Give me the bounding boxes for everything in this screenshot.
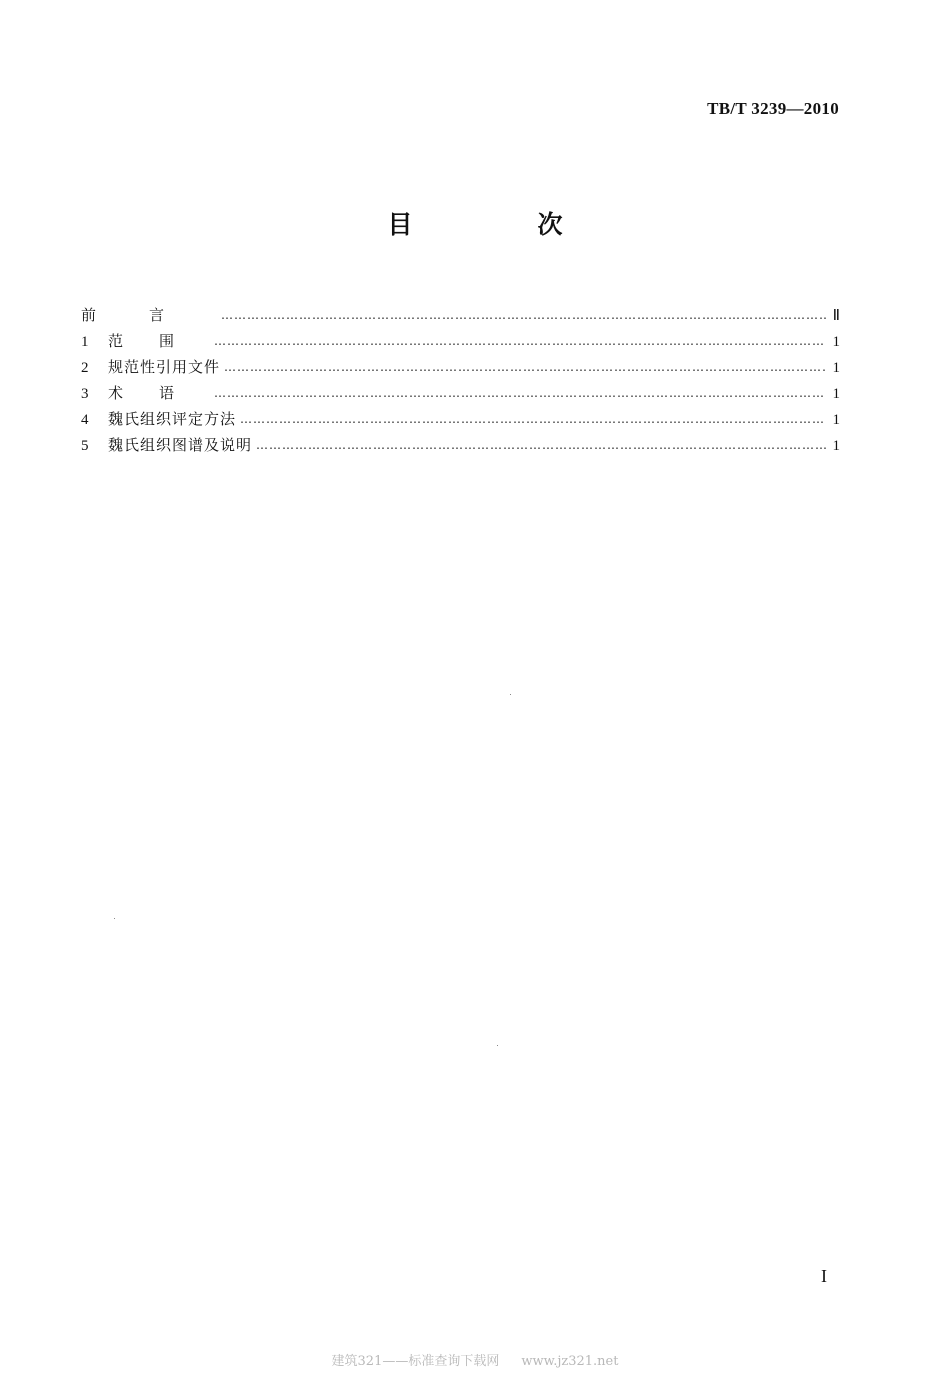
toc-entry-foreword[interactable] xyxy=(81,302,840,328)
watermark xyxy=(0,1350,950,1369)
toc-entry-number: 4 xyxy=(81,412,89,428)
toc-dot-leader xyxy=(214,328,826,354)
scan-speck xyxy=(114,918,115,919)
scan-speck xyxy=(510,694,511,695)
toc-entry-atlas[interactable] xyxy=(81,432,840,458)
toc-entry-page: 1 xyxy=(832,386,840,402)
toc-entry-page: 1 xyxy=(832,412,840,428)
toc-entry-terms[interactable] xyxy=(81,380,840,406)
toc-entry-label: 前言 xyxy=(81,306,218,324)
toc-entry-label: 规范性引用文件 xyxy=(108,358,221,376)
toc-entry-number: 3 xyxy=(81,386,89,402)
toc-entry-page: 1 xyxy=(832,438,840,454)
toc-dot-leader xyxy=(224,354,826,380)
watermark-text: 建筑321——标准查询下载网 xyxy=(331,1354,500,1369)
toc-entry-evaluation-method[interactable] xyxy=(81,406,840,432)
toc-entry-number: 5 xyxy=(81,438,89,454)
toc-entry-normative-references[interactable] xyxy=(81,354,840,380)
toc-entry-page: 1 xyxy=(832,360,840,376)
toc-entry-label: 术语 xyxy=(108,384,211,402)
toc-dot-leader xyxy=(221,302,826,328)
page-number: I xyxy=(821,1266,827,1286)
toc-entry-label: 范围 xyxy=(108,332,211,350)
toc-entry-label: 魏氏组织图谱及说明 xyxy=(108,436,253,454)
toc-entry-number: 1 xyxy=(81,334,89,350)
toc-entry-scope[interactable] xyxy=(81,328,840,354)
toc-entry-page: Ⅱ xyxy=(832,308,840,324)
scan-speck xyxy=(497,1045,498,1046)
table-of-contents xyxy=(81,302,840,458)
standard-code: TB/T 3239—2010 xyxy=(707,99,839,118)
toc-title: 目 次 xyxy=(387,210,613,239)
watermark-url: www.jz321.net xyxy=(521,1354,619,1369)
toc-dot-leader xyxy=(214,380,826,406)
toc-entry-number: 2 xyxy=(81,360,89,376)
toc-entry-page: 1 xyxy=(832,334,840,350)
toc-dot-leader xyxy=(240,406,826,432)
toc-dot-leader xyxy=(256,432,826,458)
toc-entry-label: 魏氏组织评定方法 xyxy=(108,410,237,428)
